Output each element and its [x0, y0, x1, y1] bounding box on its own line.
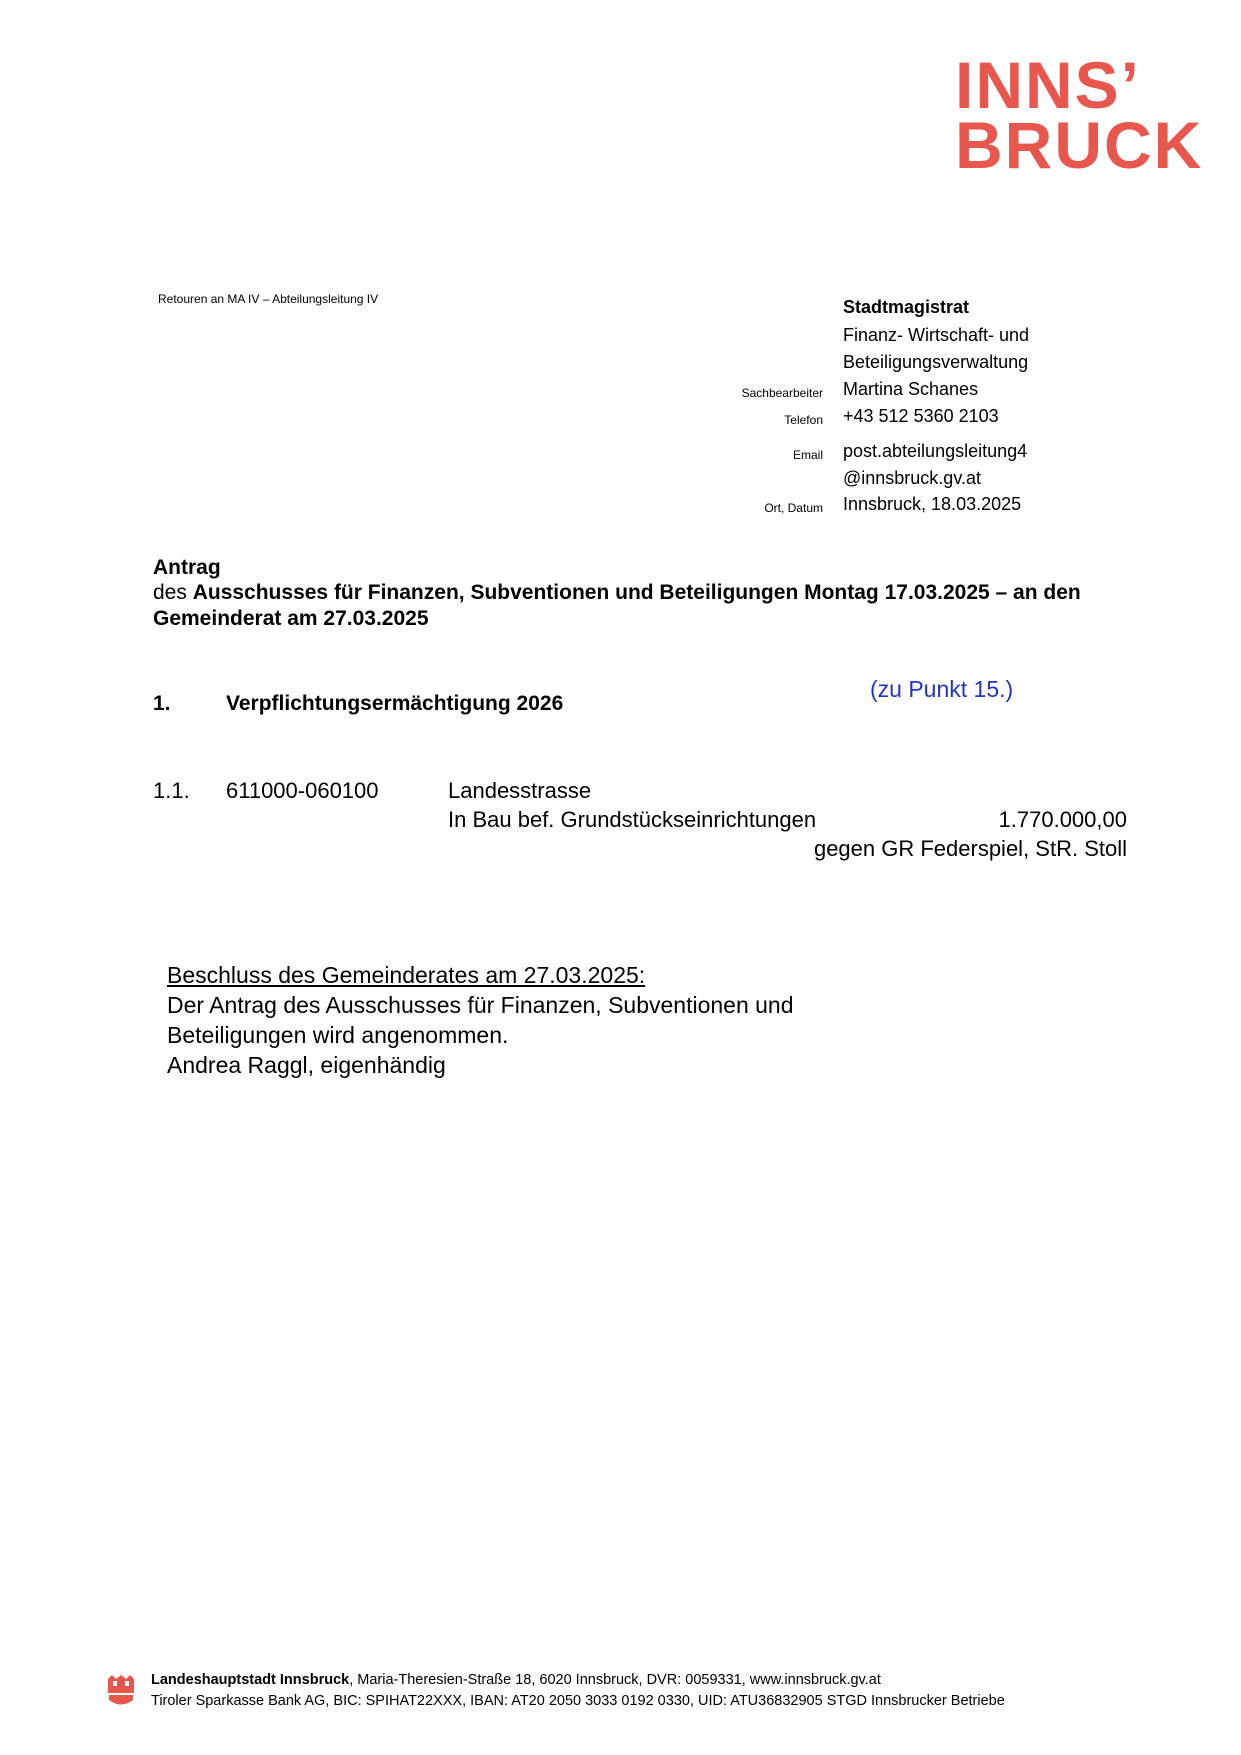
- decision-line-2: Beteiligungen wird angenommen.: [167, 1022, 509, 1048]
- council-decision: [167, 960, 794, 1080]
- decision-heading: Beschluss des Gemeinderates am 27.03.2025:: [167, 962, 646, 988]
- footer-org: Landeshauptstadt Innsbruck: [151, 1672, 350, 1688]
- department-line-2: Beteiligungsverwaltung: [843, 352, 1029, 372]
- document-title: Antrag: [153, 556, 221, 579]
- phone-number: +43 512 5360 2103: [843, 406, 999, 426]
- department-line-1: Finanz- Wirtschaft- und: [843, 325, 1030, 345]
- item-name: Landesstrasse: [448, 778, 592, 803]
- item-opposition: gegen GR Federspiel, StR. Stoll: [813, 836, 1127, 861]
- decision-line-1: Der Antrag des Ausschusses für Finanzen, Subventionen und: [167, 992, 794, 1018]
- return-address: Retouren an MA IV – Abteilungsleitung IV: [158, 292, 379, 306]
- phone-label: Telefon: [784, 413, 823, 427]
- footer-address: , Maria-Theresien-Straße 18, 6020 Innsbruck, DVR: 0059331, www.innsbruck.gv.at: [349, 1672, 881, 1688]
- place-date: Innsbruck, 18.03.2025: [843, 494, 1022, 514]
- clerk-label: Sachbearbeiter: [741, 386, 823, 400]
- item-description: In Bau bef. Grundstückseinrichtungen: [448, 807, 817, 832]
- email-line-2: @innsbruck.gv.at: [843, 468, 981, 488]
- footer-bank-line: Tiroler Sparkasse Bank AG, BIC: SPIHAT22XXX, IBAN: AT20 2050 3033 0192 0330, UID: ATU36832905 STGD Innsbrucker Betriebe: [151, 1693, 1005, 1709]
- item-account: 611000-060100: [226, 778, 379, 803]
- subtitle-prefix: des: [153, 581, 193, 604]
- agenda-reference: (zu Punkt 15.): [870, 676, 1014, 702]
- logo-line-1: INNS’: [955, 48, 1142, 122]
- section-number: 1.: [153, 692, 171, 715]
- decision-signature: Andrea Raggl, eigenhändig: [167, 1052, 446, 1078]
- item-number: 1.1.: [153, 778, 190, 803]
- item-amount: 1.770.000,00: [998, 807, 1127, 832]
- document-subtitle: [153, 580, 1133, 632]
- innsbruck-logo: [955, 48, 1204, 182]
- section-title: Verpflichtungsermächtigung 2026: [226, 692, 564, 715]
- clerk-name: Martina Schanes: [843, 379, 979, 399]
- innsbruck-crest-icon: [106, 1673, 136, 1709]
- footer-address-line: [151, 1672, 881, 1688]
- place-date-label: Ort, Datum: [764, 501, 823, 515]
- email-line-1: post.abteilungsleitung4: [843, 441, 1028, 461]
- email-label: Email: [792, 448, 823, 462]
- logo-line-2: BRUCK: [955, 108, 1204, 182]
- department-title: Stadtmagistrat: [843, 297, 970, 317]
- committee-name: Ausschusses für Finanzen, Subventionen und Beteiligungen Montag 17.03.2025 – an den Gemeinderat am 27.03.2025: [153, 581, 1081, 630]
